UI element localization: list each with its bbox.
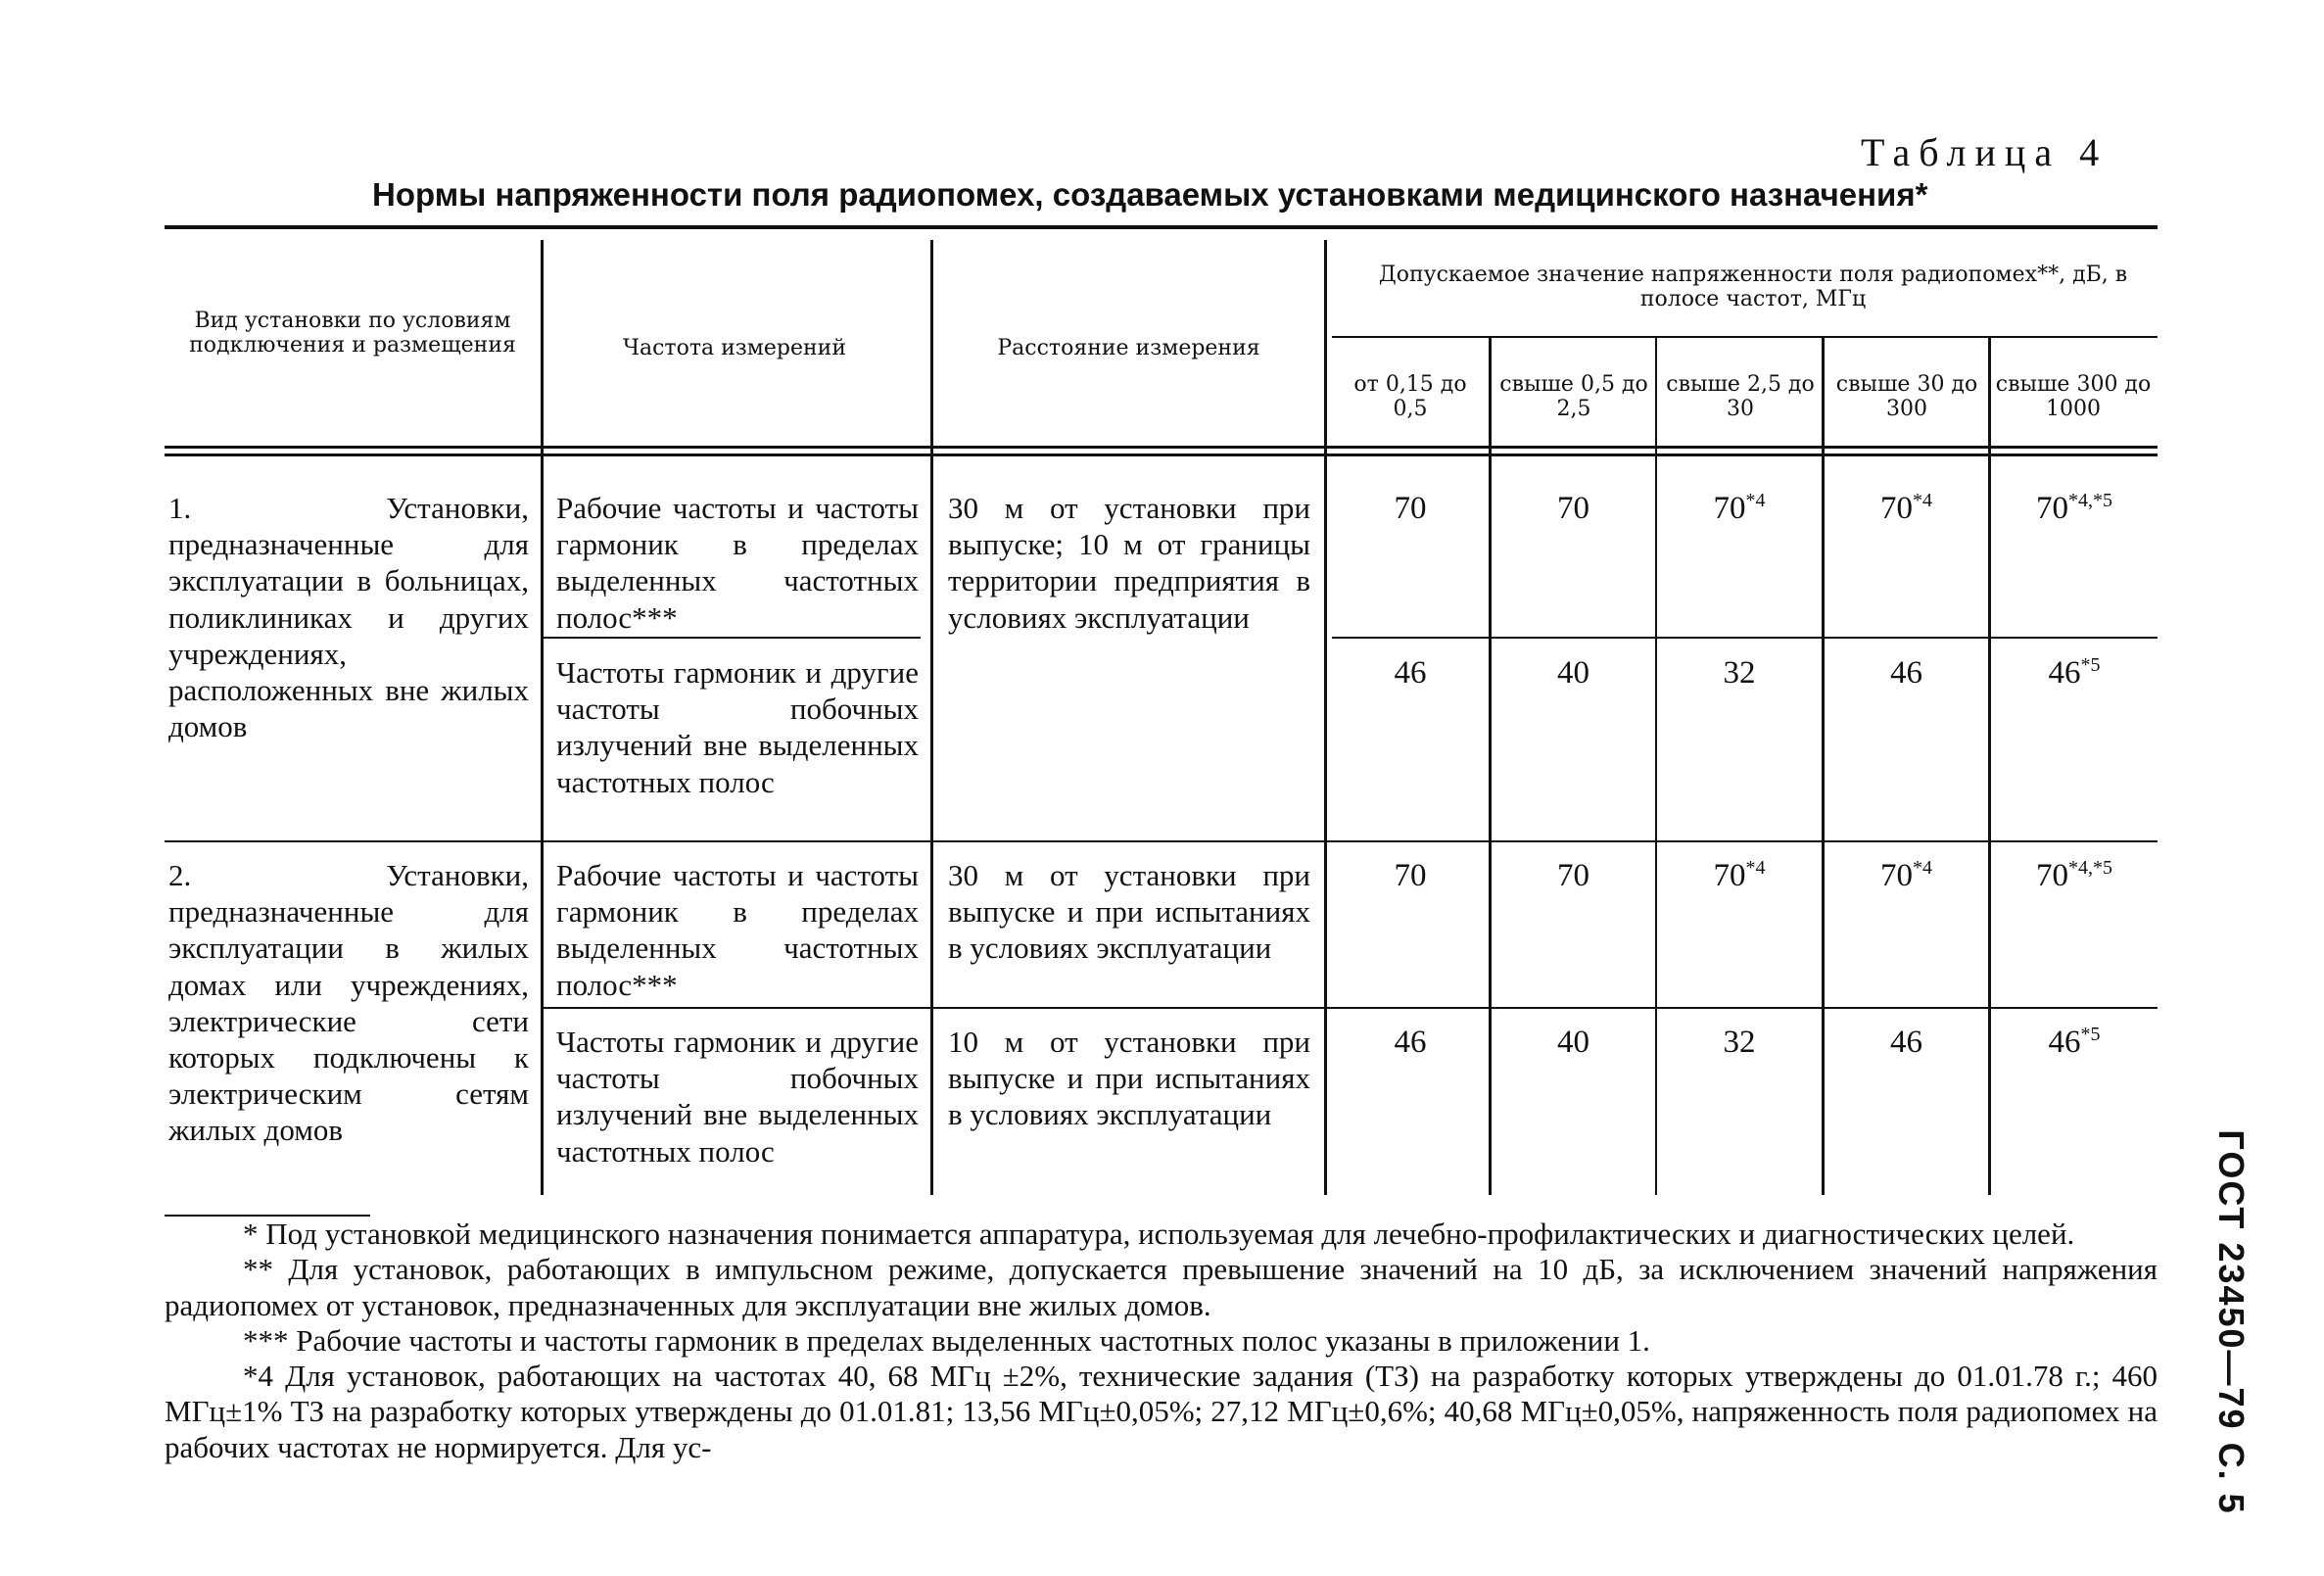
band-header-4: свыше 30 до 300 [1835, 372, 1978, 422]
footnote-2 [165, 1252, 2158, 1323]
row1-type: 1. Установки, предназначенные для эксплуатации в больницах, поликлиниках и других учреждениях, расположенных вне жилых домов [168, 491, 529, 744]
band-header-3: свыше 2,5 до 30 [1666, 372, 1815, 422]
r2s2-v1: 46 [1394, 1025, 1427, 1060]
rule-col-3 [1324, 240, 1327, 1195]
r2s1-v1: 70 [1394, 858, 1427, 893]
side-standard-label [2192, 1117, 2270, 1528]
row2-sub1-distance: 30 м от установки при выпуске и при испытаниях в условиях эксплуатации [948, 858, 1310, 966]
header-allowed-value: Допускаемое значение напряженности поля радиопомех**, дБ, в полосе частот, МГц [1378, 263, 2128, 312]
rule-header-bottom-2 [165, 454, 2158, 456]
r2s1-v5: $70^{*4,*5}$ [2036, 857, 2112, 893]
table-title: Нормы напряженности поля радиопомех, создаваемых установками медицинского назначения* [372, 176, 1928, 213]
r1s1-v5: $70^{*4,*5}$ [2036, 490, 2112, 526]
footnote-mark: *4 [243, 1359, 273, 1394]
r1s2-v1: 46 [1394, 655, 1427, 691]
r2s2-v2: 40 [1557, 1025, 1589, 1060]
r1s2-v5: 46$^{*5}$ [2048, 654, 2101, 691]
footnote-mark: ** [243, 1252, 273, 1287]
footnote-1 [165, 1217, 2158, 1252]
footnote-4 [165, 1359, 2158, 1465]
footnote-text: Для установок, работающих в импульсном режиме, допускается превышение значений на 10 дБ, за исключением значений напряжения радиопомех от установок, предназначенных для эксплуатации вне жилых домов. [165, 1252, 2158, 1322]
rule-row1-sub-values [1332, 637, 2158, 639]
footnote-text: Рабочие частоты и частоты гармоник в пределах выделенных частотных полос указаны в приложении 1. [296, 1322, 1650, 1358]
r1s2-v3: 32 [1723, 655, 1756, 691]
rule-header-bottom-1 [165, 446, 2158, 449]
rule-row-separator [165, 840, 2158, 842]
footnote-mark: *** [243, 1322, 289, 1358]
footnote-3 [165, 1323, 2158, 1359]
r2s2-v5: 46$^{*5}$ [2048, 1024, 2101, 1060]
r2s2-v3: 32 [1723, 1025, 1756, 1060]
header-frequency: Частота измерений [622, 336, 847, 360]
header-type: Вид установки по условиям подключения и размещения [189, 309, 516, 358]
rule-band-header [1332, 336, 2158, 338]
footnote-text: Для установок, работающих на частотах 40, 68 МГц ±2%, технические задания (ТЗ) на разработку которых утверждены до 01.01.78 г.; 460 МГц±1% ТЗ на разработку которых утверждены до 01.01.81; 13,56 МГц±0,05%; 27,12 МГц±0,6%; 40,68 МГц±0,05%, напряженность поля радиопомех на рабочих частотах не нормируется. Для ус- [165, 1359, 2158, 1464]
rule-col-5 [1655, 336, 1657, 1195]
row2-sub2-distance: 10 м от установки при выпуске и при испытаниях в условиях эксплуатации [948, 1025, 1310, 1132]
rule-col-6 [1822, 336, 1825, 1195]
r1s1-v3: 70$^{*4}$ [1713, 490, 1766, 526]
band-header-5: свыше 300 до 1000 [1995, 372, 2152, 422]
rule-row1-sub [544, 637, 921, 639]
row1-sub2-frequency: Частоты гармоник и другие частоты побочных излучений вне выделенных частотных полос [556, 655, 919, 799]
footnote-mark: * [243, 1217, 259, 1251]
side-standard-text: ГОСТ 23450—79 С. 5 [2211, 1129, 2252, 1515]
footnote-text: Под установкой медицинского назначения понимается аппаратура, используемая для лечебно-профилактических и диагностических целей. [265, 1217, 2075, 1251]
band-header-1: от 0,15 до 0,5 [1353, 372, 1467, 422]
row2-sub1-frequency: Рабочие частоты и частоты гармоник в пределах выделенных частотных полос*** [556, 858, 919, 1002]
rule-col-2 [930, 240, 933, 1195]
footnotes [165, 1217, 2158, 1465]
r1s2-v4: 46 [1890, 655, 1922, 691]
rule-col-1 [541, 240, 544, 1195]
r2s1-v4: 70$^{*4}$ [1880, 857, 1932, 893]
row1-sub1-frequency: Рабочие частоты и частоты гармоник в пределах выделенных частотных полос*** [556, 491, 919, 635]
r2s2-v4: 46 [1890, 1025, 1922, 1060]
rule-col-4 [1489, 336, 1492, 1195]
header-distance: Расстояние измерения [997, 336, 1260, 360]
row1-distance: 30 м от установки при выпуске; 10 м от границы территории предприятия в условиях эксплуатации [948, 491, 1310, 635]
r1s1-v4: 70$^{*4}$ [1880, 490, 1932, 526]
table-label: Таблица 4 [1861, 130, 2109, 174]
band-header-2: свыше 0,5 до 2,5 [1499, 372, 1648, 422]
rule-top [165, 225, 2158, 229]
row2-type: 2. Установки, предназначенные для эксплуатации в жилых домах или учреждениях, электрические сети которых подключены к электрическим сетям жилых домов [168, 858, 529, 1148]
r2s1-v3: 70$^{*4}$ [1713, 857, 1766, 893]
r2s1-v2: 70 [1557, 858, 1589, 893]
rule-col-7 [1988, 336, 1991, 1195]
r1s2-v2: 40 [1557, 655, 1589, 691]
row2-sub2-frequency: Частоты гармоник и другие частоты побочных излучений вне выделенных частотных полос [556, 1025, 919, 1169]
rule-row2-sub [544, 1007, 2158, 1009]
r1s1-v1: 70 [1394, 491, 1427, 526]
r1s1-v2: 70 [1557, 491, 1589, 526]
